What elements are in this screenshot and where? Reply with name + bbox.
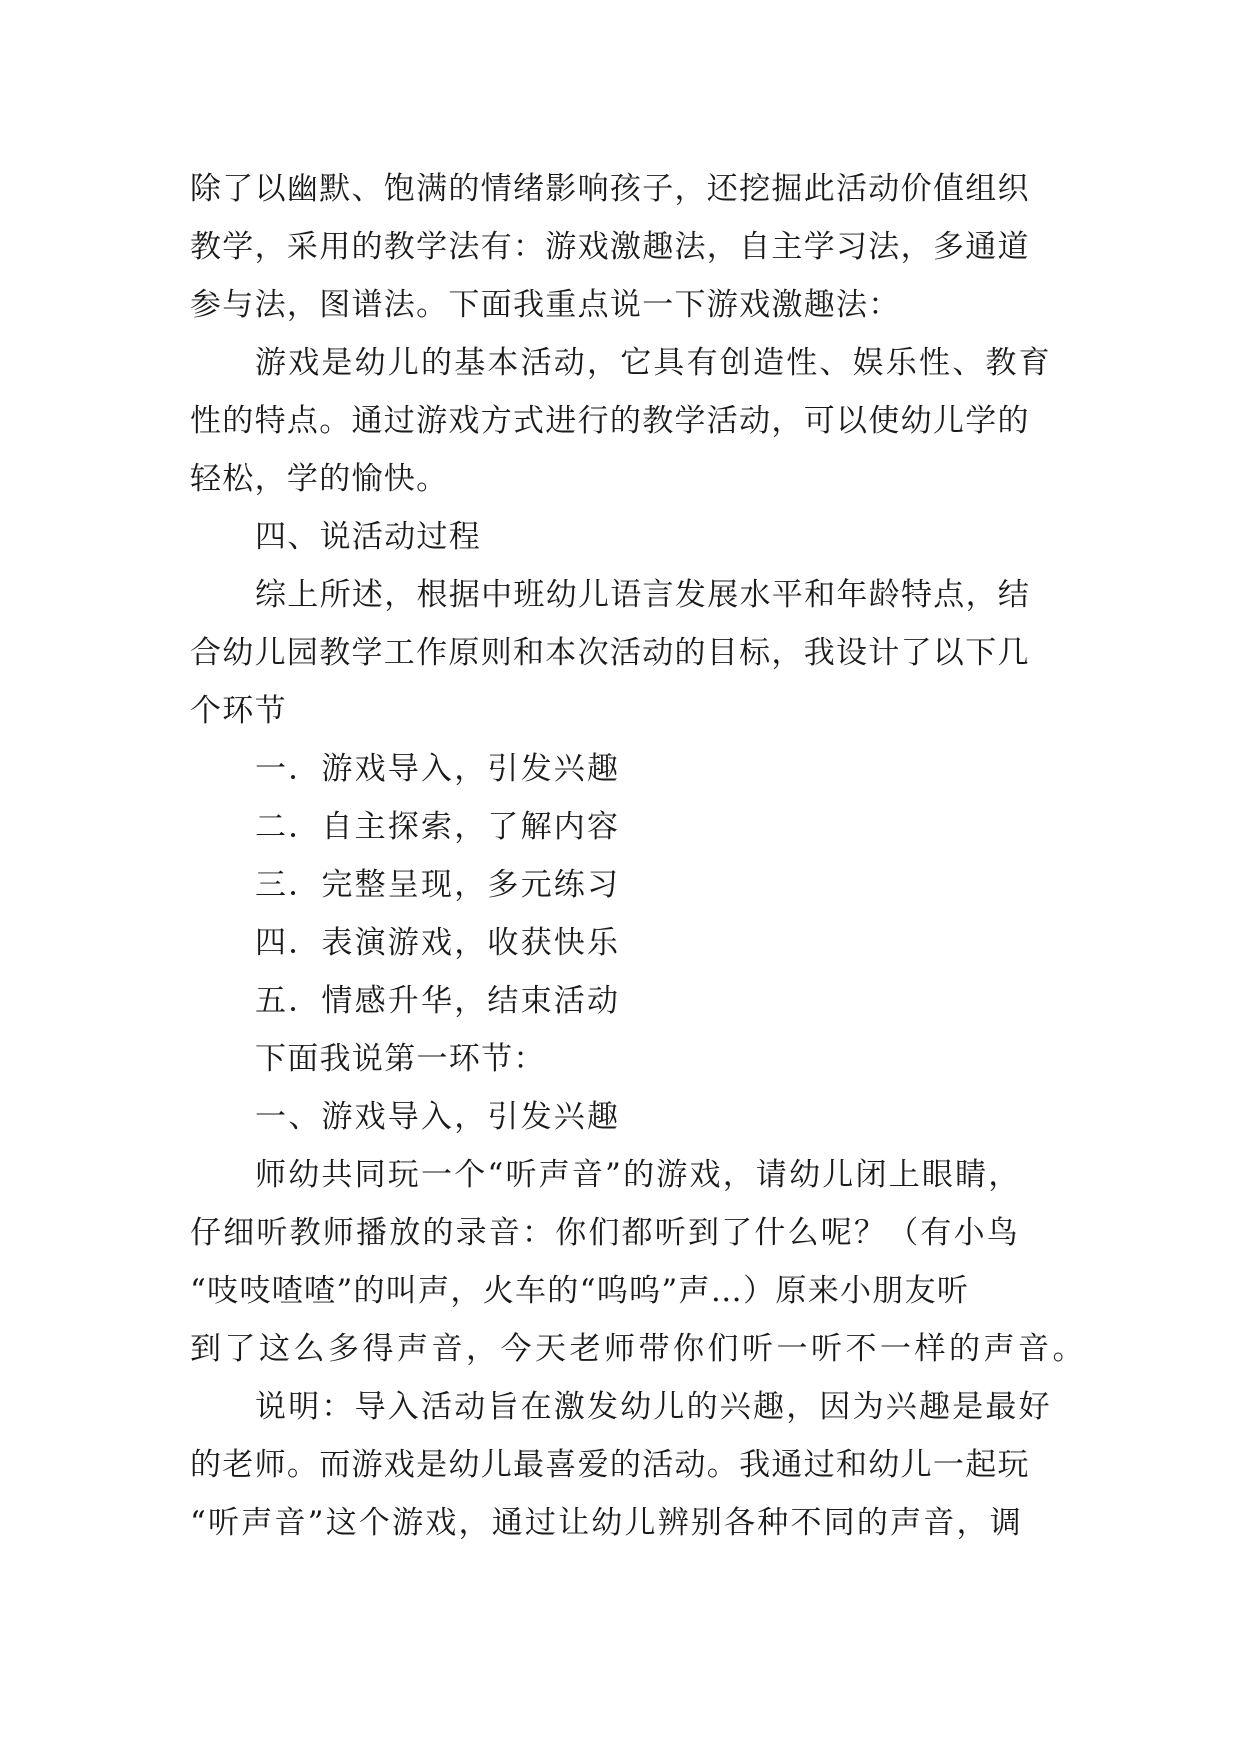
text-line-18: 师幼共同玩一个“听声音”的游戏，请幼儿闭上眼睛， [255, 1157, 1022, 1193]
text-line-5: 性的特点。通过游戏方式进行的教学活动，可以使幼儿学的 [190, 403, 1030, 439]
list-item-4: 四．表演游戏，收获快乐 [255, 925, 621, 961]
text-line-22: 说明：导入活动旨在激发幼儿的兴趣，因为兴趣是最好 [255, 1389, 1052, 1425]
text-line-8: 综上所述，根据中班幼儿语言发展水平和年龄特点，结 [255, 577, 1031, 613]
list-item-1: 一．游戏导入，引发兴趣 [255, 751, 621, 787]
text-line-6: 轻松，学的愉快。 [190, 461, 449, 497]
text-line-4: 游戏是幼儿的基本活动，它具有创造性、娱乐性、教育 [255, 345, 1052, 381]
text-line-19: 仔细听教师播放的录音：你们都听到了什么呢？（有小鸟 [190, 1215, 1020, 1251]
section-heading: 四、说活动过程 [255, 519, 482, 555]
subsection-heading: 一、游戏导入，引发兴趣 [255, 1099, 621, 1135]
text-line-16: 下面我说第一环节： [255, 1041, 546, 1077]
list-item-2: 二．自主探索，了解内容 [255, 809, 621, 845]
list-item-5: 五．情感升华，结束活动 [255, 983, 621, 1019]
text-line-1: 除了以幽默、饱满的情绪影响孩子，还挖掘此活动价值组织 [190, 171, 1030, 207]
text-line-10: 个环节 [190, 693, 287, 729]
text-line-3: 参与法，图谱法。下面我重点说一下游戏激趣法： [190, 287, 901, 323]
text-line-9: 合幼儿园教学工作原则和本次活动的目标，我设计了以下几 [190, 635, 1030, 671]
text-line-24: “听声音”这个游戏，通过让幼儿辨别各种不同的声音，调 [190, 1505, 1023, 1541]
text-line-2: 教学，采用的教学法有：游戏激趣法，自主学习法，多通道 [190, 229, 1030, 265]
list-item-3: 三．完整呈现，多元练习 [255, 867, 621, 903]
text-line-23: 的老师。而游戏是幼儿最喜爱的活动。我通过和幼儿一起玩 [190, 1447, 1030, 1483]
text-line-20: “吱吱喳喳”的叫声，火车的“呜呜”声…）原来小朋友听 [190, 1273, 970, 1309]
text-line-21: 到了这么多得声音，今天老师带你们听一听不一样的声音。 [190, 1331, 1087, 1367]
document-body [190, 160, 1087, 1552]
